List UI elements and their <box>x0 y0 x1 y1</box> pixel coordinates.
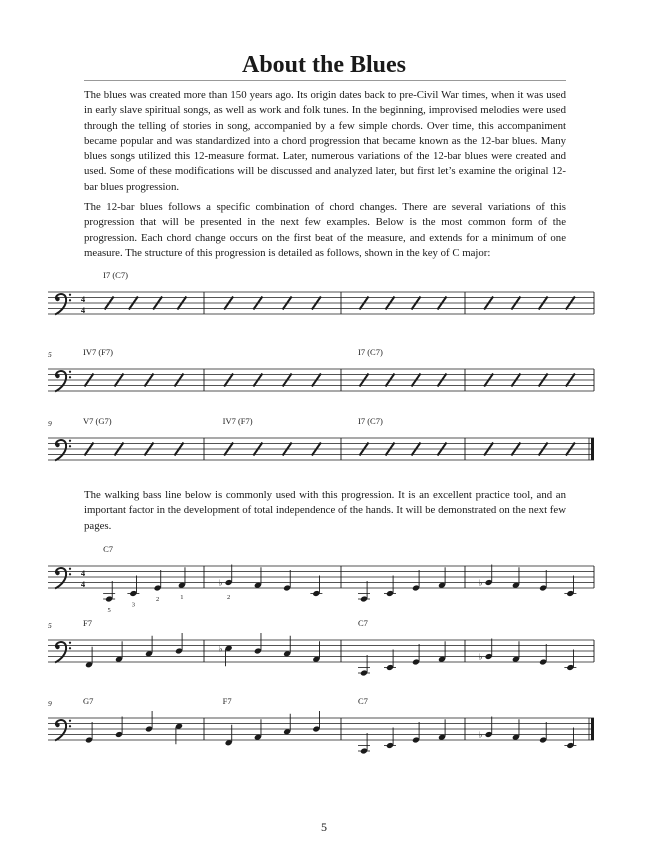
intro-paragraph: The blues was created more than 150 years ago. Its origin dates back to pre-Civil War times, when it was used in early slave spiritual songs, as well as work and folk tunes. In the beginning, improvised melodies were used through the telling of stories in song, accompanied by a few simple chords. Over time, this accompaniment became popular and was standardized into a chord progression that became known as the 12-bar blues. Many blues songs utilized this 12-measure format. Later, numerous variations of the 12-bar blues were created and used. Some of these modifications will be discussed and analyzed later, but first let’s examine the original 12-bar blues progression. <box>84 89 566 193</box>
progression-system <box>48 270 594 315</box>
bass-clef-dot-lower <box>69 725 71 727</box>
fingering-number: 3 <box>131 601 135 609</box>
chord-symbol: I7 (C7) <box>103 270 128 280</box>
time-signature-bottom: 4 <box>80 305 86 315</box>
flat-sign: ♭ <box>218 577 223 588</box>
chord-symbol: C7 <box>103 544 114 554</box>
page-title: About the Blues <box>241 52 407 78</box>
fingering-number: 2 <box>227 594 231 601</box>
bass-clef-dot <box>55 443 59 447</box>
bass-clef-dot-lower <box>69 573 71 575</box>
fingering-number: 2 <box>156 596 160 603</box>
bass-clef-dot-upper <box>69 440 71 442</box>
bass-clef-dot-lower <box>69 647 71 649</box>
time-signature-bottom: 4 <box>80 579 86 589</box>
chord-symbol: F7 <box>222 696 232 706</box>
time-signature-top: 4 <box>80 568 86 578</box>
fingering-number: 5 <box>107 607 111 614</box>
measure-number: 5 <box>48 350 52 359</box>
bass-clef-dot-lower <box>69 299 71 301</box>
bass-clef-dot-upper <box>69 642 71 644</box>
bass-clef-dot <box>55 571 59 575</box>
chord-symbol: G7 <box>83 696 94 706</box>
measure-number: 9 <box>48 699 52 708</box>
bass-clef-dot-upper <box>69 568 71 570</box>
chord-symbol: IV7 (F7) <box>222 416 253 426</box>
final-barline-thick <box>591 438 594 460</box>
chord-symbol: I7 (C7) <box>358 416 383 426</box>
progression-system <box>48 416 594 461</box>
flat-sign: ♭ <box>218 643 223 654</box>
bassline-system <box>48 696 594 755</box>
measure-number: 5 <box>48 621 52 630</box>
bassline-system <box>48 544 594 614</box>
chord-symbol: IV7 (F7) <box>83 347 113 357</box>
fingering-number: 1 <box>180 594 184 601</box>
bass-clef-dot-upper <box>69 371 71 373</box>
bass-clef-dot-lower <box>69 376 71 378</box>
flat-sign: ♭ <box>478 651 483 662</box>
measure-number: 9 <box>48 419 52 428</box>
bass-clef-dot <box>55 374 59 378</box>
progression-paragraph: The 12-bar blues follows a specific combination of chord changes. There are several variations of this progression that will be presented in the next few examples. Below is the most common form of the progression. Each chord change occurs on the first beat of the measure, and extends for a minimum of one measure. The structure of this progression is detailed as follows, shown in the key of C major: <box>84 201 566 259</box>
chord-symbol: I7 (C7) <box>358 347 383 357</box>
final-barline-thick <box>591 718 594 740</box>
bass-clef-dot <box>55 297 59 301</box>
progression-system <box>48 347 594 392</box>
page-number: 5 <box>321 820 327 834</box>
bass-clef-dot-upper <box>69 720 71 722</box>
chord-progression-example <box>48 270 594 461</box>
bass-clef-dot-lower <box>69 445 71 447</box>
walking-bass-line-example <box>48 544 594 755</box>
bassline-paragraph: The walking bass line below is commonly used with this progression. It is an excellent practice tool, and an important factor in the development of total independence of the hands. It will be demonstrated on the next few pages. <box>84 489 566 532</box>
bass-clef-dot <box>55 723 59 727</box>
time-signature-top: 4 <box>80 294 86 304</box>
bass-clef-dot-upper <box>69 294 71 296</box>
flat-sign: ♭ <box>478 577 483 588</box>
chord-symbol: F7 <box>83 618 92 628</box>
bass-clef-dot <box>55 645 59 649</box>
chord-symbol: C7 <box>358 618 368 628</box>
flat-sign: ♭ <box>478 729 483 740</box>
bassline-system <box>48 618 594 677</box>
chord-symbol: V7 (G7) <box>83 416 112 426</box>
chord-symbol: C7 <box>358 696 368 706</box>
